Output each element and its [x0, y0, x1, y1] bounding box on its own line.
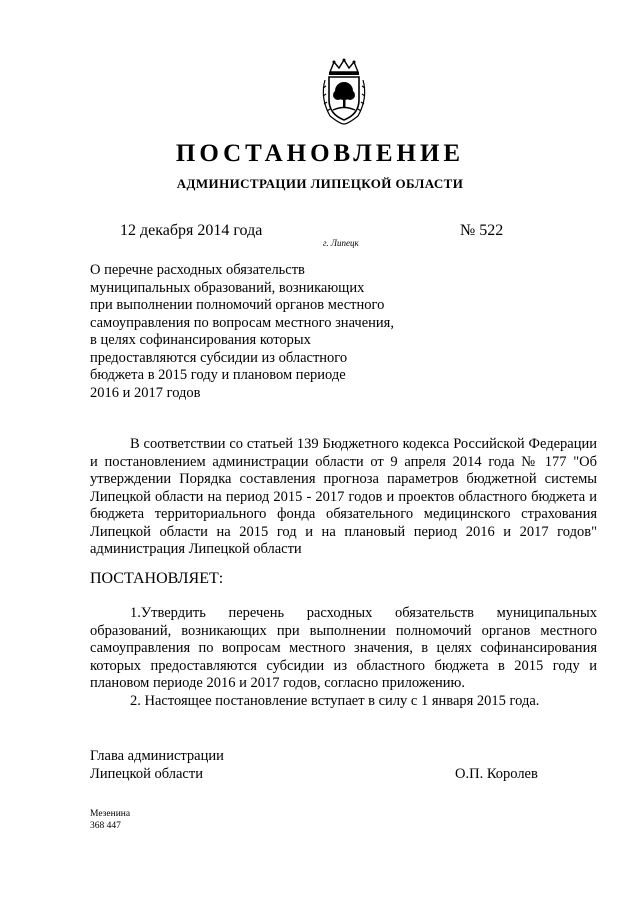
document-subject: [90, 262, 430, 402]
subject-line: в целях софинансирования которых: [90, 332, 311, 348]
coat-of-arms-icon: [316, 58, 372, 126]
issuing-authority: АДМИНИСТРАЦИИ ЛИПЕЦКОЙ ОБЛАСТИ: [176, 176, 464, 191]
executor-info: [90, 808, 130, 832]
document-number: № 522: [460, 222, 504, 239]
document-date: 12 декабря 2014 года: [120, 222, 263, 239]
subject-line: О перечне расходных обязательств: [90, 262, 305, 278]
signature-name: О.П. Королев: [455, 766, 538, 782]
decree-item-1: 1.Утвердить перечень расходных обязательств муниципальных образований, возникающих при выполнении полномочий органов местного самоуправления по вопросам местного значения, в целях софинансирования которых предоставляются субсидии из областного бюджета в 2015 году и плановом периоде 2016 и 2017 годов, согласно приложению.: [90, 605, 597, 691]
subject-line: бюджета в 2015 году и плановом периоде: [90, 367, 346, 383]
signature-position: [90, 748, 224, 783]
signature-position-line: Липецкой области: [90, 765, 203, 782]
executor-name: Мезенина: [90, 809, 131, 819]
executor-phone: 368 447: [90, 821, 121, 831]
subject-line: самоуправления по вопросам местного значения,: [90, 314, 394, 331]
decree-item-2: 2. Настоящее постановление вступает в силу с 1 января 2015 года.: [130, 693, 540, 709]
subject-line: 2016 и 2017 годов: [90, 384, 201, 401]
subject-line: предоставляются субсидии из областного: [90, 349, 348, 366]
subject-line: муниципальных образований, возникающих: [90, 279, 365, 296]
signature-position-line: Глава администрации: [90, 748, 224, 764]
preamble-paragraph: В соответствии со статьей 139 Бюджетного кодекса Российской Федерации и постановлением администрации области от 9 апреля 2014 года № 177 "Об утверждении Порядка составления прогноза параметров бюджетной системы Липецкой области на период 2015 - 2017 годов и проектов областного бюджета и бюджета территориального фонда обязательного медицинского страхования Липецкой области на 2015 год и на плановый период 2016 и 2017 годов" администрация Липецкой области: [90, 436, 597, 557]
document-city: г. Липецк: [323, 238, 359, 248]
document-title: ПОСТАНОВЛЕНИЕ: [175, 140, 465, 167]
decree-word: ПОСТАНОВЛЯЕТ:: [90, 570, 224, 587]
subject-line: при выполнении полномочий органов местного: [90, 297, 385, 313]
